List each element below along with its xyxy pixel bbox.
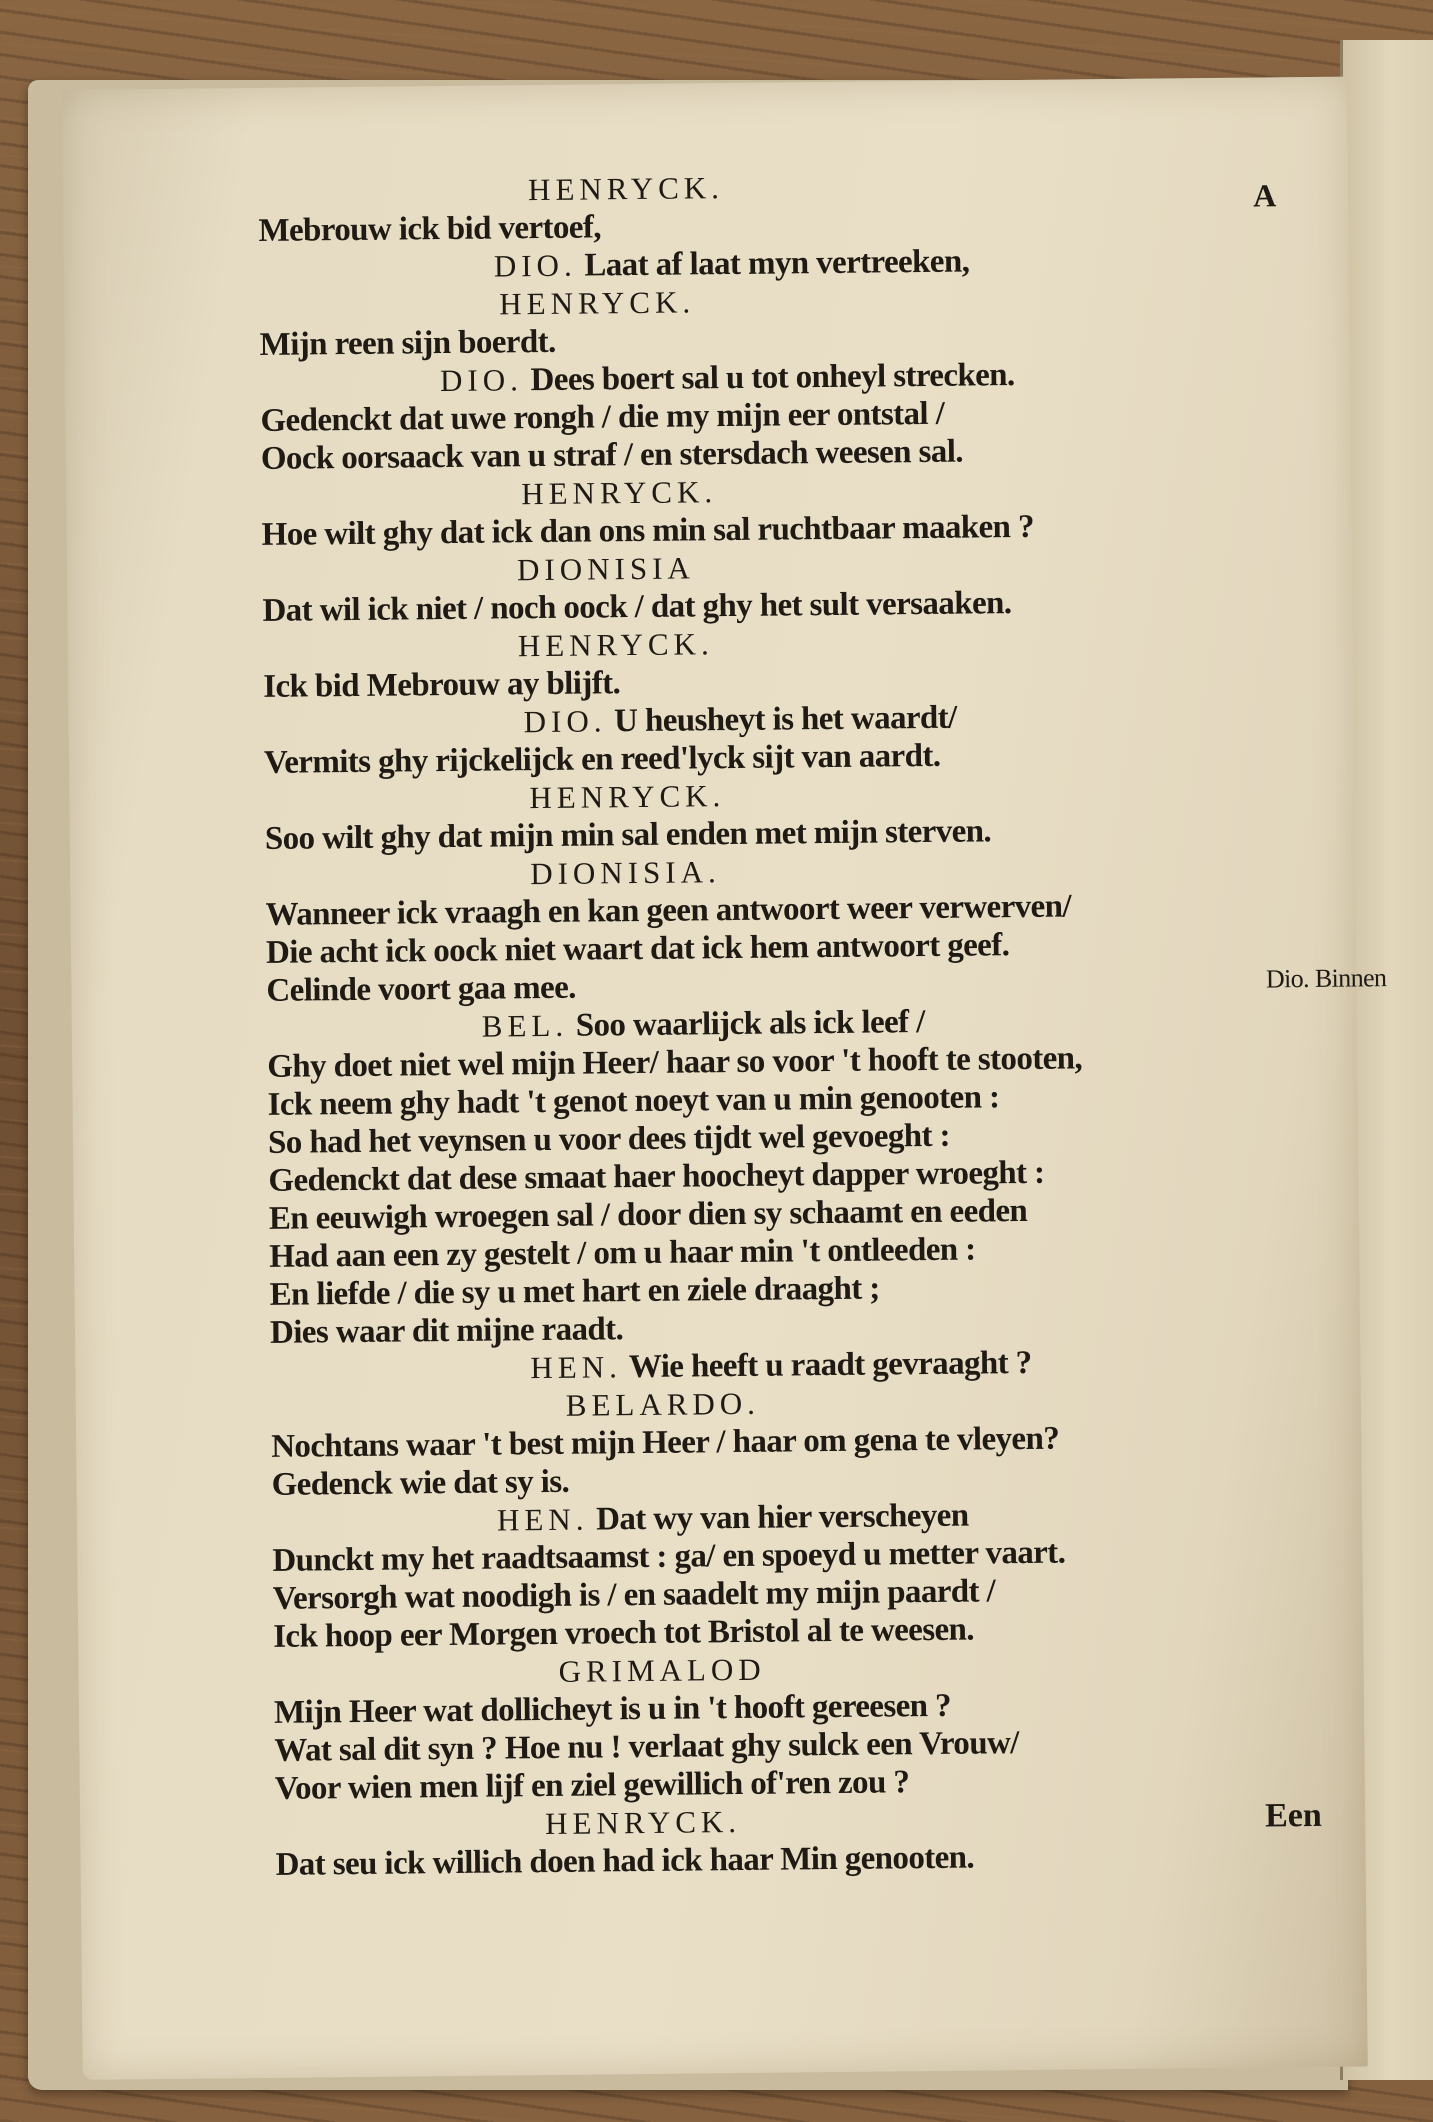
speaker-name: DIO. <box>523 703 607 740</box>
speech-text: Dat wil ick niet / noch oock / dat ghy het sult versaaken. <box>262 585 1012 629</box>
speaker-name: HENRYCK. <box>521 474 718 512</box>
speech-text: Mebrouw ick bid vertoef, <box>258 209 602 249</box>
speech-text: Mijn Heer wat dollicheyt is u in 't hooft gereesen ? <box>273 1687 952 1731</box>
speech-text: Dunckt my het raadtsaamst : ga/ en spoeyd u metter vaart. <box>272 1534 1066 1579</box>
speech-text: Wanneer ick vraagh en kan geen antwoort weer verwerven/ <box>265 888 1072 933</box>
speech-text: Die acht ick oock niet waart dat ick hem antwoort geef. <box>265 927 1010 971</box>
speech-text: Dees boert sal u tot onheyl strecken. <box>522 357 1015 399</box>
speech-text: Mijn reen sijn boerdt. <box>259 323 556 363</box>
book-page <box>62 77 1387 2080</box>
speech-text: Gedenckt dat dese smaat haer hoocheyt dapper wroeght : <box>268 1154 1045 1199</box>
speaker-name: HEN. <box>530 1349 623 1386</box>
speaker-name: GRIMALOD <box>558 1651 766 1689</box>
speaker-name: BEL. <box>481 1007 569 1044</box>
speaker-name: HENRYCK. <box>544 1803 742 1842</box>
speech-text: Voor wien men lijf en ziel gewillich of'ren zou ? <box>274 1764 910 1807</box>
speech-text: U heusheyt is het waardt/ <box>606 699 957 740</box>
speech-text: En liefde / die sy u met hart en ziele draaght ; <box>269 1270 880 1313</box>
speech-text: Ick bid Mebrouw ay blijft. <box>263 665 621 705</box>
speech-text: Ghy doet niet wel mijn Heer/ haar so voor 't hooft te stooten, <box>267 1040 1083 1085</box>
speech-text: Had aan een zy gestelt / om u haar min 't ontleeden : <box>269 1231 976 1275</box>
speech-text: Dat seu ick willich doen had ick haar Min genooten. <box>275 1839 975 1883</box>
speech-text: Versorgh wat noodigh is / en saadelt my mijn paardt / <box>272 1573 996 1617</box>
speech-text: Laat af laat myn vertreeken, <box>576 243 970 284</box>
speech-text: Vermits ghy rijckelijck en reed'lyck sijt van aardt. <box>263 737 941 781</box>
speech-text: Hoe wilt ghy dat ick dan ons min sal ruchtbaar maaken ? <box>261 508 1035 553</box>
speaker-name: DIO. <box>439 362 524 399</box>
speech-text: Soo waarlijck als ick leef / <box>567 1004 925 1044</box>
speech-text: Wat sal dit syn ? Hoe nu ! verlaat ghy sulck een Vrouw/ <box>274 1725 1019 1769</box>
signature-mark: A <box>1252 177 1277 214</box>
stage-direction: Dio. Binnen <box>1265 963 1387 994</box>
speech-text: Gedenck wie dat sy is. <box>271 1463 570 1503</box>
speech-text: Ick neem ghy hadt 't genot noeyt van u min genooten : <box>267 1079 1000 1123</box>
speech-text: Wie heeft u raadt gevraaght ? <box>621 1344 1032 1386</box>
speaker-name: DIONISIA <box>516 550 695 588</box>
speech-text: Soo wilt ghy dat mijn min sal enden met mijn sterven. <box>264 813 992 857</box>
speech-text: Gedenckt dat uwe rongh / die my mijn eer ontstal / <box>260 395 945 439</box>
speech-text: Dies waar dit mijne raadt. <box>269 1311 624 1351</box>
speaker-name: DIO. <box>493 247 577 284</box>
speech-text: Nochtans waar 't best mijn Heer / haar om gena te vleyen? <box>271 1420 1060 1465</box>
speech-text: So had het veynsen u voor dees tijdt wel gevoeght : <box>267 1117 951 1161</box>
speech-text: Celinde voort gaa mee. <box>266 969 577 1009</box>
speaker-name: BELARDO. <box>565 1385 761 1423</box>
speech-text: Oock oorsaack van u straf / en stersdach weesen sal. <box>260 433 964 477</box>
speech-text: En eeuwigh wroegen sal / door dien sy schaamt en eeden <box>268 1192 1028 1237</box>
speaker-name: HEN. <box>496 1501 589 1538</box>
speaker-name: HENRYCK. <box>529 778 726 816</box>
speaker-name: HENRYCK. <box>499 284 696 322</box>
speech-text: Ick hoop eer Morgen vroech tot Bristol al te weesen. <box>273 1611 975 1655</box>
page-text <box>258 161 1416 1883</box>
catchword: Een <box>1264 1796 1323 1835</box>
speaker-name: DIONISIA. <box>530 854 721 892</box>
speech-text: Dat wy van hier verscheyen <box>588 1497 969 1538</box>
speaker-name: HENRYCK. <box>517 626 714 664</box>
speaker-name: HENRYCK. <box>527 170 725 208</box>
